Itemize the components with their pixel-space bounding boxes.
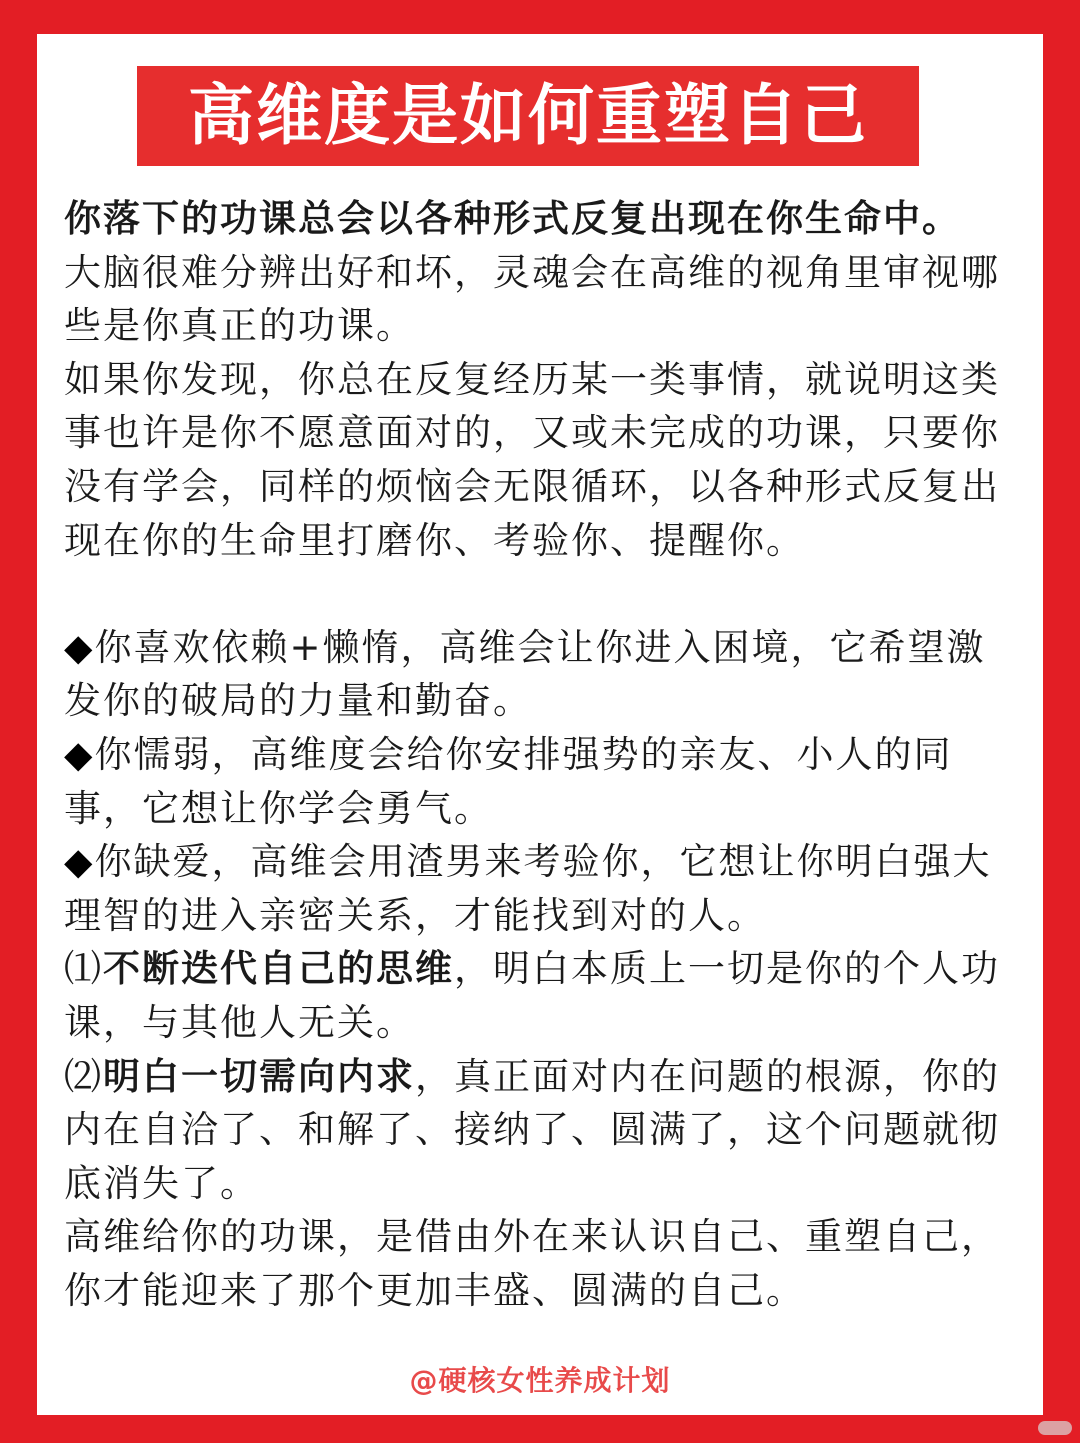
author-watermark: @硬核女性养成计划 (409, 1364, 671, 1397)
platform-badge-icon (1038, 1421, 1072, 1435)
section-spacer (64, 567, 1014, 621)
numbered-point-1 (64, 942, 1014, 1049)
bullet-text: 你喜欢依赖+懒惰，高维会让你进入困境，它希望激发你的破局的力量和勤奋。 (64, 625, 986, 723)
bullet-text: 你缺爱，高维会用渣男来考验你，它想让你明白强大理智的进入亲密关系，才能找到对的人。 (64, 840, 992, 937)
point-number: ⑴ (64, 947, 103, 991)
point-text: ，真正面对内在问题的根源，你的内在自洽了、和解了、接纳了、圆满了，这个问题就彻底消失了。 (64, 1054, 1000, 1205)
bullet-item-2 (64, 728, 1014, 835)
bullet-text: 你懦弱，高维度会给你安排强势的亲友、小人的同事，它想让你学会勇气。 (64, 732, 953, 830)
diamond-icon: ◆ (64, 840, 95, 884)
lead-paragraph: 你落下的功课总会以各种形式反复出现在你生命中。 (64, 197, 961, 240)
diamond-icon: ◆ (64, 625, 95, 669)
point-heading: 明白一切需向内求 (103, 1054, 415, 1098)
page-title: 高维度是如何重塑自己 (188, 77, 868, 154)
bullet-item-1 (64, 621, 1014, 728)
point-number: ⑵ (64, 1054, 103, 1098)
diamond-icon: ◆ (64, 732, 95, 776)
paragraph-2: 如果你发现，你总在反复经历某一类事情，就说明这类事也许是你不愿意面对的，又或未完成的功课，只要你没有学会，同样的烦恼会无限循环，以各种形式反复出现在你的生命里打磨你、考验你、提醒你。 (64, 357, 1000, 562)
bullet-item-3 (64, 835, 1014, 942)
article-body (64, 192, 1014, 1317)
paragraph-1: 大脑很难分辨出好和坏，灵魂会在高维的视角里审视哪些是你真正的功课。 (64, 250, 1000, 348)
closing-paragraph: 高维给你的功课，是借由外在来认识自己、重塑自己，你才能迎来了那个更加丰盛、圆满的自己。 (64, 1215, 1000, 1312)
point-heading: 不断迭代自己的思维 (103, 947, 454, 991)
title-banner (137, 66, 919, 166)
point-text: ，明白本质上一切是你的个人功课，与其他人无关。 (64, 947, 1000, 1044)
numbered-point-2 (64, 1050, 1014, 1211)
content-card (37, 34, 1043, 1415)
